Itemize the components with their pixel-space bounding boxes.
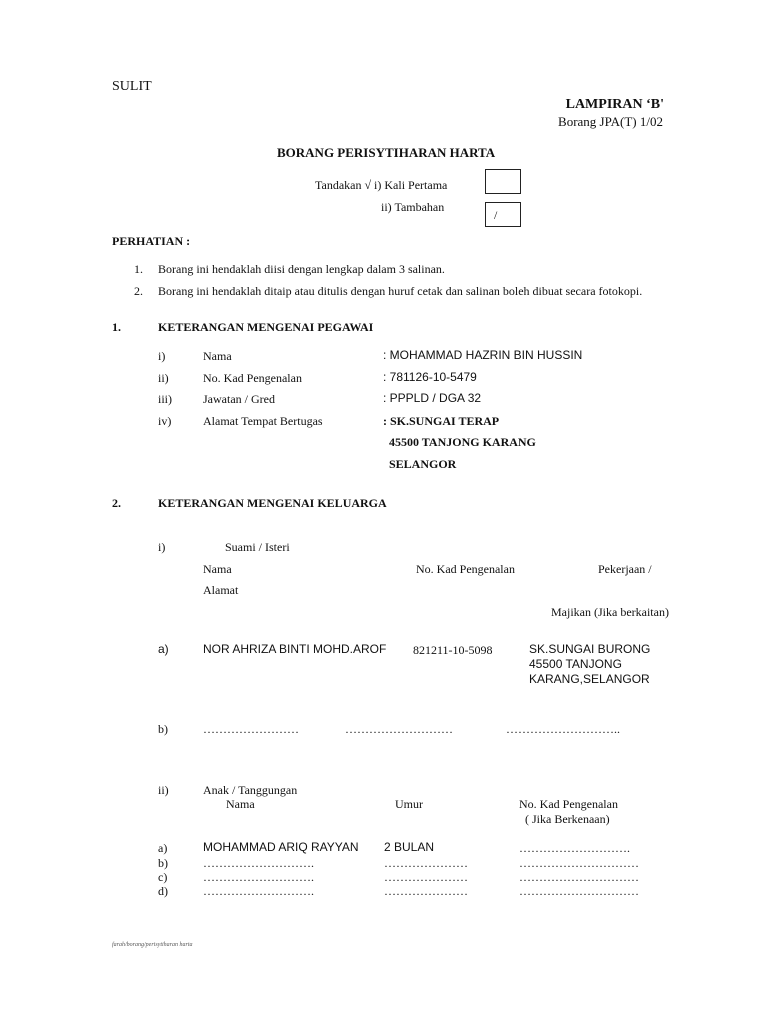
perhatian-item-num: 1. xyxy=(134,262,143,276)
child-row-label: b) xyxy=(158,856,168,870)
tambahan-label: ii) Tambahan xyxy=(381,200,445,214)
perhatian-item-num: 2. xyxy=(134,284,143,298)
child-ic-blank: ………………………. xyxy=(519,841,630,855)
child-ic-blank: ………………………… xyxy=(519,884,639,898)
spouse-col-ic: No. Kad Pengenalan xyxy=(416,562,515,576)
officer-address-line3: SELANGOR xyxy=(389,457,457,471)
child-age-blank: ………………… xyxy=(384,870,468,884)
spouse-row-label: a) xyxy=(158,642,169,656)
spouse-col-nama: Nama xyxy=(203,562,232,576)
tandakan-label: Tandakan √ i) Kali Pertama xyxy=(315,178,448,192)
children-label: Anak / Tanggungan xyxy=(203,783,298,797)
spouse-col-alamat: Alamat xyxy=(203,583,239,597)
children-col-nama: Nama xyxy=(226,797,255,811)
children-col-ic: No. Kad Pengenalan xyxy=(519,797,618,811)
section2-number: 2. xyxy=(112,496,121,510)
spouse-address-line1: SK.SUNGAI BURONG xyxy=(529,642,651,656)
child-ic-blank: ………………………… xyxy=(519,870,639,884)
checkbox-tambahan[interactable] xyxy=(485,202,521,227)
spouse-name: NOR AHRIZA BINTI MOHD.AROF xyxy=(203,642,387,656)
officer-row-num: ii) xyxy=(158,371,169,385)
section1-number: 1. xyxy=(112,320,121,334)
form-reference: Borang JPA(T) 1/02 xyxy=(558,114,663,129)
checkbox-tambahan-mark: / xyxy=(494,208,498,222)
children-num: ii) xyxy=(158,783,169,797)
spouse-address-line3: KARANG,SELANGOR xyxy=(529,672,650,686)
officer-address-line2: 45500 TANJONG KARANG xyxy=(389,435,536,449)
officer-row-label: Jawatan / Gred xyxy=(203,392,275,406)
spouse-row-label: b) xyxy=(158,722,168,736)
spouse-job-blank: ……………………….. xyxy=(506,722,620,736)
officer-address-line1: : SK.SUNGAI TERAP xyxy=(383,414,500,428)
spouse-name-blank: …………………… xyxy=(203,722,299,736)
officer-row-label: No. Kad Pengenalan xyxy=(203,371,302,385)
spouse-label: Suami / Isteri xyxy=(225,540,290,554)
children-col-ic-note: ( Jika Berkenaan) xyxy=(525,812,610,826)
perhatian-heading: PERHATIAN : xyxy=(112,234,191,248)
lampiran-label: LAMPIRAN ‘B' xyxy=(565,97,664,112)
spouse-col-pekerjaan: Pekerjaan / xyxy=(598,562,652,576)
spouse-ic: 821211-10-5098 xyxy=(413,643,493,657)
section2-heading: KETERANGAN MENGENAI KELUARGA xyxy=(158,496,387,510)
form-title: BORANG PERISYTIHARAN HARTA xyxy=(277,145,496,160)
child-name-blank: ………………………. xyxy=(203,884,314,898)
child-age-blank: ………………… xyxy=(384,884,468,898)
officer-ic-value: : 781126-10-5479 xyxy=(383,370,477,384)
officer-row-num: i) xyxy=(158,349,166,363)
officer-row-num: iii) xyxy=(158,392,172,406)
classification-label: SULIT xyxy=(112,79,152,94)
officer-name-value: : MOHAMMAD HAZRIN BIN HUSSIN xyxy=(383,348,583,362)
child-age: 2 BULAN xyxy=(384,840,435,854)
spouse-ic-blank: ……………………… xyxy=(345,722,453,736)
spouse-address-line2: 45500 TANJONG xyxy=(529,657,622,671)
officer-row-label: Nama xyxy=(203,349,232,363)
perhatian-item-text: Borang ini hendaklah diisi dengan lengkap dalam 3 salinan. xyxy=(158,262,445,276)
spouse-col-majikan: Majikan (Jika berkaitan) xyxy=(551,605,669,619)
perhatian-item-text: Borang ini hendaklah ditaip atau ditulis dengan huruf cetak dan salinan boleh dibuat secara fotokopi. xyxy=(158,284,643,298)
child-row-label: c) xyxy=(158,870,168,884)
checkbox-kali-pertama[interactable] xyxy=(485,169,521,194)
child-age-blank: ………………… xyxy=(384,856,468,870)
child-name: MOHAMMAD ARIQ RAYYAN xyxy=(203,840,359,854)
child-name-blank: ………………………. xyxy=(203,870,314,884)
officer-row-num: iv) xyxy=(158,414,172,428)
spouse-num: i) xyxy=(158,540,166,554)
children-col-umur: Umur xyxy=(395,797,423,811)
section1-heading: KETERANGAN MENGENAI PEGAWAI xyxy=(158,320,374,334)
child-row-label: d) xyxy=(158,884,168,898)
officer-grade-value: : PPPLD / DGA 32 xyxy=(383,391,482,405)
officer-row-label: Alamat Tempat Bertugas xyxy=(203,414,323,428)
child-row-label: a) xyxy=(158,841,168,855)
child-name-blank: ………………………. xyxy=(203,856,314,870)
footer-file-path: farah/borang/perisytiharan harta xyxy=(112,942,193,948)
child-ic-blank: ………………………… xyxy=(519,856,639,870)
